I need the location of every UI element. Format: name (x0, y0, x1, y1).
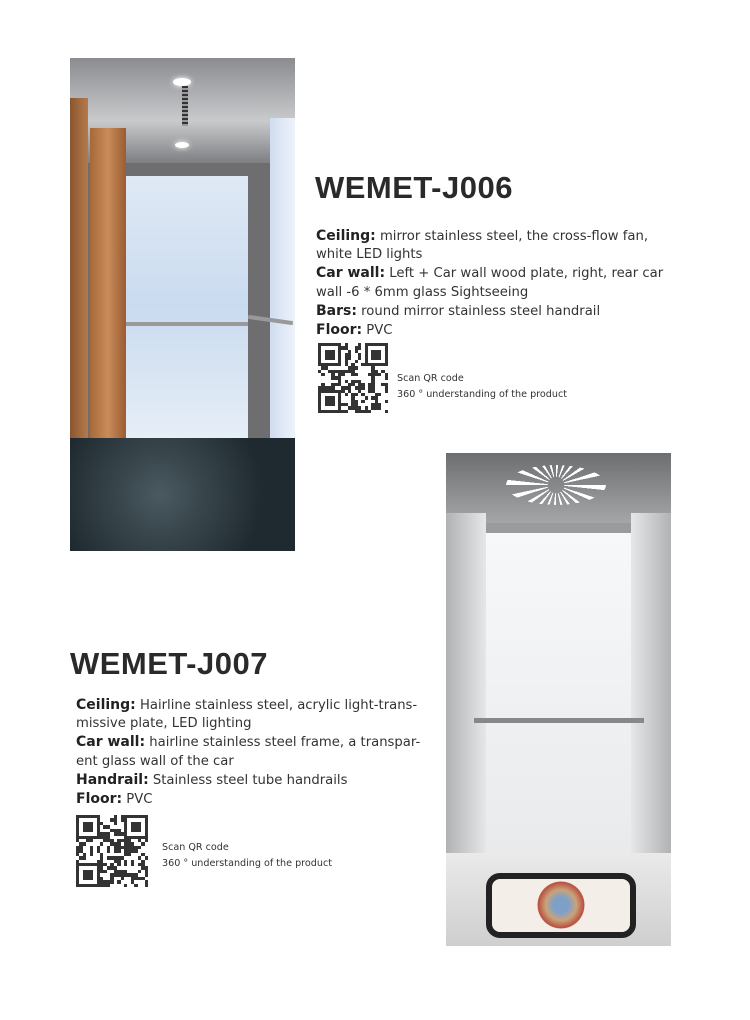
spec-ceiling: Ceiling: Hairline stainless steel, acrylic light-trans-missive plate, LED lighting (76, 697, 418, 732)
spec-bars: Bars: round mirror stainless steel handrail (316, 302, 601, 319)
spec-ceiling: Ceiling: mirror stainless steel, the cross-flow fan, white LED lights (316, 228, 649, 263)
qr-code[interactable] (318, 343, 388, 413)
spec-floor: Floor: PVC (76, 791, 153, 808)
product-specs (316, 227, 666, 340)
qr-module (145, 884, 148, 887)
product-title: WEMET-J007 (70, 646, 268, 681)
product-specs (76, 696, 421, 809)
qr-module (385, 410, 388, 413)
spec-car-wall: Car wall: Left + Car wall wood plate, right, rear car wall -6 * 6mm glass Sightseeing (316, 265, 664, 300)
elevator-j007-image (446, 453, 671, 946)
product-title: WEMET-J006 (315, 170, 513, 205)
elevator-j006-image (70, 58, 295, 551)
spec-car-wall: Car wall: hairline stainless steel frame, a transpar-ent glass wall of the car (76, 734, 421, 769)
spec-floor: Floor: PVC (316, 322, 393, 339)
qr-caption: Scan QR code 360 ° understanding of the product (162, 842, 332, 869)
qr-caption: Scan QR code 360 ° understanding of the product (397, 373, 567, 400)
qr-code[interactable] (76, 815, 148, 887)
spec-handrail: Handrail: Stainless steel tube handrails (76, 771, 348, 788)
